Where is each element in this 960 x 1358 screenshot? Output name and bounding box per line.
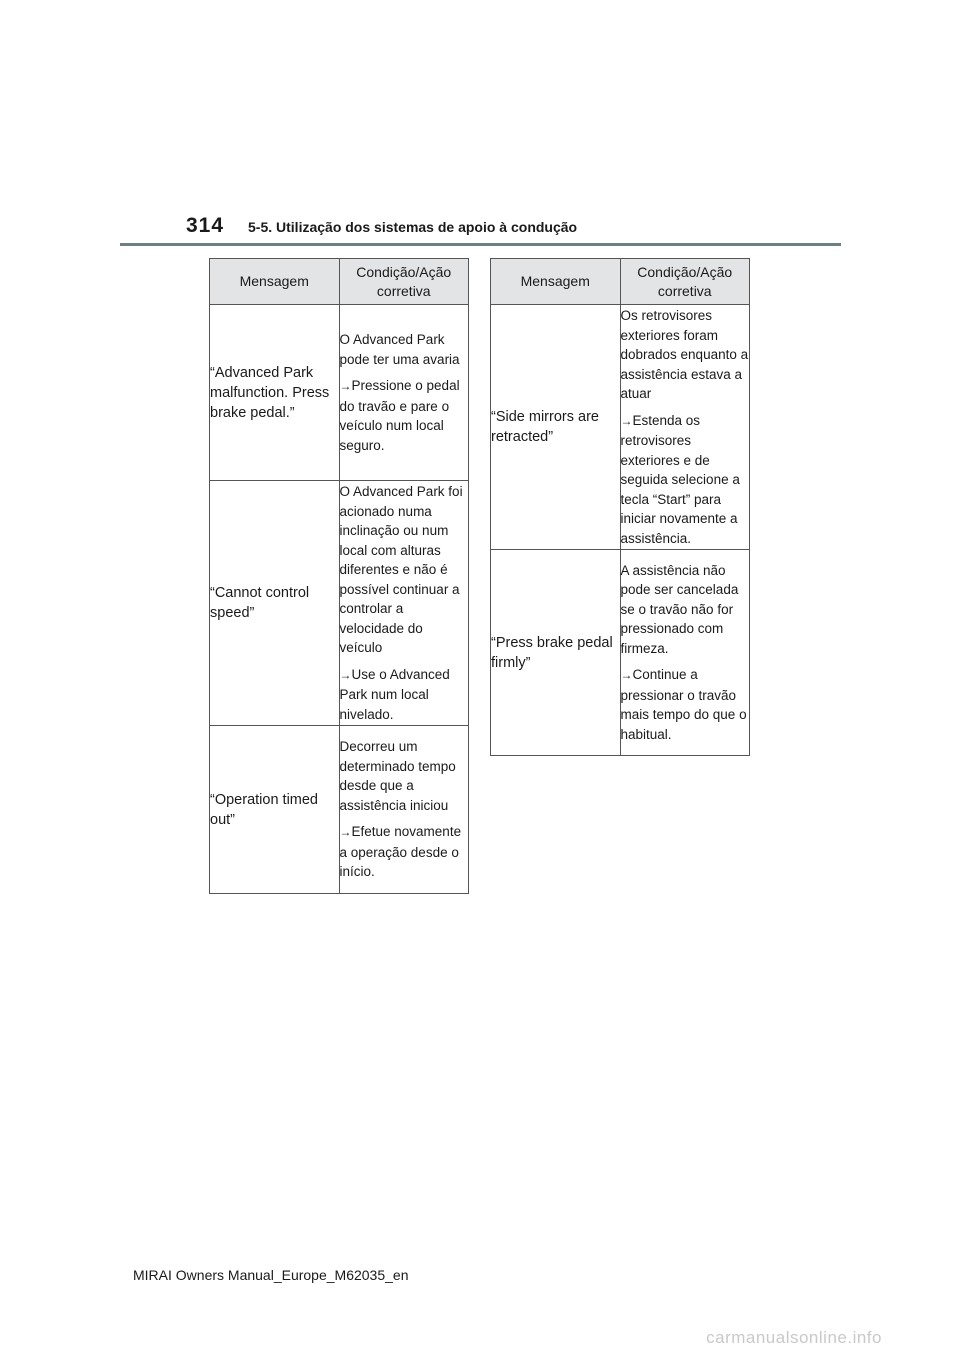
action-label: Estenda os retrovisores exteriores e de seguida selecione a tecla “Start” para iniciar novamente a assistência. — [620, 412, 740, 546]
arrow-icon: → — [339, 667, 352, 682]
table-row — [491, 550, 750, 756]
message-cell: “Cannot control speed” — [210, 481, 340, 726]
section-title: 5-5. Utilização dos sistemas de apoio à condução — [248, 219, 578, 235]
condition-text: Os retrovisores exteriores foram dobrados enquanto a assistência estava a atuar — [620, 308, 749, 401]
column-header-message: Mensagem — [491, 259, 621, 305]
table-row — [210, 481, 469, 726]
message-cell: “Operation timed out” — [210, 726, 340, 894]
action-text — [340, 376, 469, 455]
action-label: Pressione o pedal do travão e pare o veículo num local seguro. — [339, 378, 460, 453]
message-cell: “Press brake pedal firmly” — [491, 550, 621, 756]
action-text — [621, 665, 750, 744]
watermark: carmanualsonline.info — [706, 1328, 882, 1347]
table-row — [491, 305, 750, 550]
condition-text: O Advanced Park foi acionado numa inclinação ou num local com alturas diferentes e não é possível continuar a controlar a velocidade do veículo — [339, 484, 463, 655]
action-label: Continue a pressionar o travão mais tempo do que o habitual. — [620, 667, 747, 742]
message-table-left — [209, 258, 469, 894]
condition-cell — [620, 550, 750, 756]
condition-text: A assistência não pode ser cancelada se o travão não for pressionado com firmeza. — [620, 562, 739, 656]
action-text — [340, 665, 469, 725]
footer-manual-name: MIRAI Owners Manual_Europe_M62035_en — [133, 1267, 409, 1283]
condition-text: O Advanced Park pode ter uma avaria — [339, 332, 460, 367]
table-header-row — [210, 259, 469, 305]
table-row — [210, 305, 469, 481]
action-label: Efetue novamente a operação desde o início. — [339, 824, 462, 880]
condition-cell — [339, 726, 469, 894]
table-row — [210, 726, 469, 894]
message-table-right — [490, 258, 750, 756]
arrow-icon: → — [620, 413, 633, 428]
page-number: 314 — [186, 214, 225, 237]
column-header-condition: Condição/Ação corretiva — [339, 259, 469, 305]
condition-cell — [339, 305, 469, 481]
column-header-condition: Condição/Ação corretiva — [620, 259, 750, 305]
action-text — [621, 411, 750, 549]
condition-cell — [620, 305, 750, 550]
message-cell: “Side mirrors are retracted” — [491, 305, 621, 550]
action-text — [340, 822, 469, 882]
header-divider — [120, 243, 841, 246]
column-header-message: Mensagem — [210, 259, 340, 305]
condition-cell — [339, 481, 469, 726]
action-label: Use o Advanced Park num local nivelado. — [339, 666, 450, 722]
arrow-icon: → — [620, 668, 633, 683]
arrow-icon: → — [339, 379, 352, 393]
condition-text: Decorreu um determinado tempo desde que a assistência iniciou — [339, 739, 456, 813]
message-cell: “Advanced Park malfunction. Press brake pedal.” — [210, 305, 340, 481]
table-header-row — [491, 259, 750, 305]
arrow-icon: → — [339, 825, 352, 840]
